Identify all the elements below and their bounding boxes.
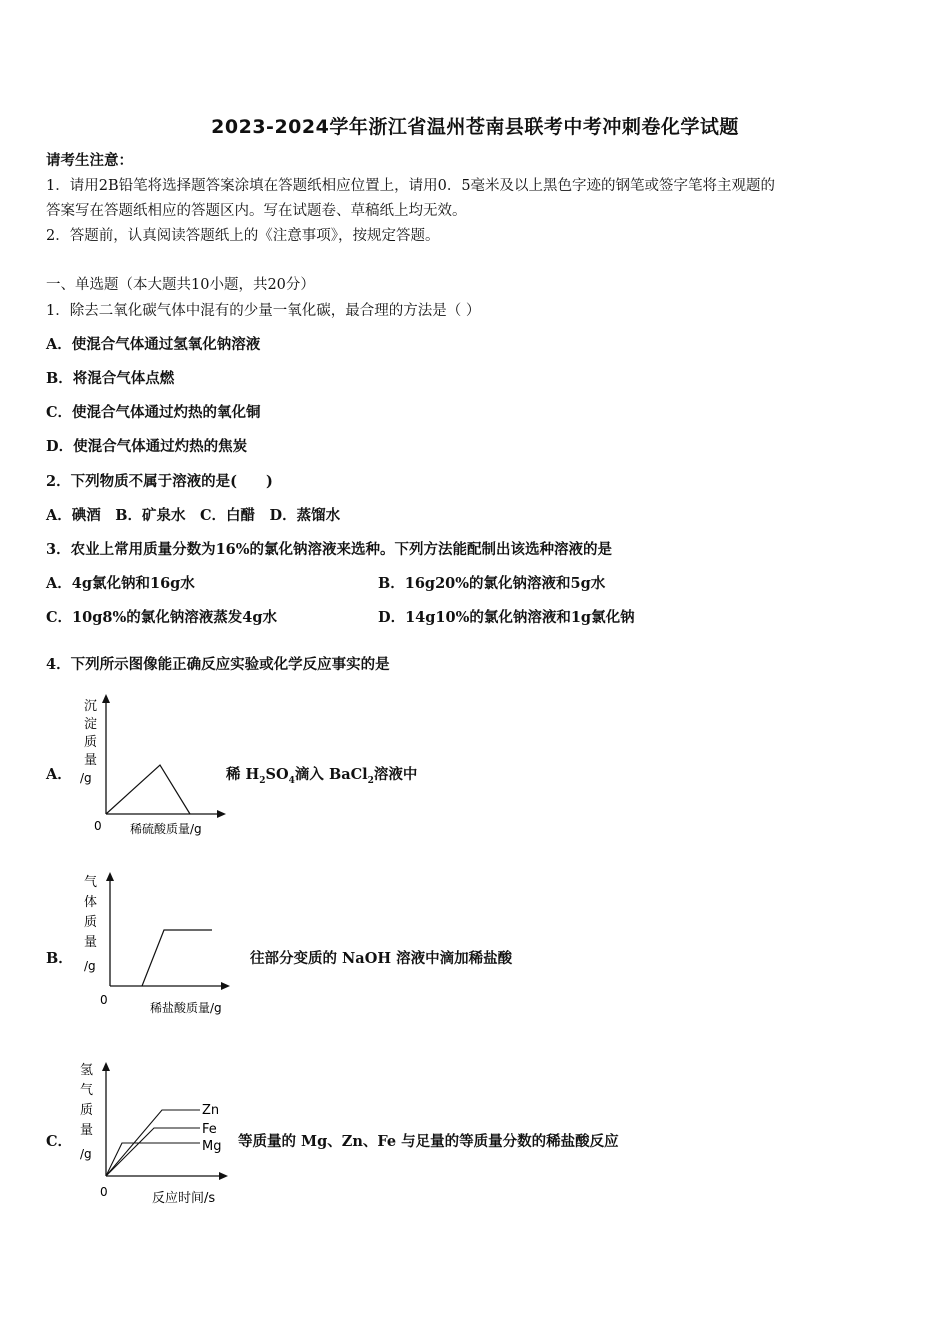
graph-c-ylabel-3: 质	[80, 1103, 94, 1118]
graph-b-ylabel-1: 气	[84, 875, 98, 890]
graph-a-curve	[106, 765, 190, 814]
q1-option-c: C．使混合气体通过灼热的氧化铜	[46, 404, 261, 421]
q3-option-d: D．14g10%的氯化钠溶液和1g氯化钠	[378, 609, 635, 626]
q1-option-b: B．将混合气体点燃	[46, 370, 175, 387]
graph-a-ylabel-2: 淀	[84, 717, 98, 732]
graph-c-x-arrow	[219, 1172, 228, 1180]
desc-a-part4: 溶液中	[373, 766, 418, 783]
desc-a-sub3: 2	[367, 775, 374, 786]
graph-a-y-arrow	[102, 694, 110, 703]
q3-stem: 3．农业上常用质量分数为16%的氯化钠溶液来选种。下列方法能配制出该选种溶液的是	[46, 541, 613, 558]
desc-a-part3: 滴入 BaCl	[294, 766, 368, 783]
graph-c-xlabel: 反应时间/s	[152, 1191, 216, 1206]
graph-c-y-arrow	[102, 1062, 110, 1071]
graph-a-xlabel: 稀硫酸质量/g	[130, 822, 202, 836]
q1-option-a: A．使混合气体通过氢氧化钠溶液	[46, 336, 261, 353]
desc-a-part1: 稀 H	[226, 766, 260, 783]
graph-c-ylabel-2: 气	[80, 1083, 94, 1098]
graph-c-label-fe: Fe	[202, 1122, 217, 1137]
q3-option-a: A．4g氯化钠和16g水	[46, 575, 195, 592]
notice-item-1a: 1．请用2B铅笔将选择题答案涂填在答题纸相应位置上，请用0．5毫米及以上黑色字迹的钢笔或签字笔将主观题的	[46, 178, 776, 194]
q4-option-c-desc: 等质量的 Mg、Zn、Fe 与足量的等质量分数的稀盐酸反应	[238, 1133, 619, 1150]
graph-a-x-arrow	[217, 810, 226, 818]
graph-a-ylabel-5: /g	[80, 771, 92, 785]
q4-stem: 4．下列所示图像能正确反应实验或化学反应事实的是	[46, 656, 390, 673]
notice-item-1b: 答案写在答题纸相应的答题区内。写在试题卷、草稿纸上均无效。	[46, 203, 467, 219]
notice-heading: 请考生注意：	[46, 152, 133, 169]
q2-stem: 2．下列物质不属于溶液的是( )	[46, 473, 273, 490]
q1-stem: 1．除去二氧化碳气体中混有的少量一氧化碳，最合理的方法是（ ）	[46, 303, 481, 319]
graph-c-ylabel-4: 量	[80, 1123, 94, 1138]
desc-a-sub2: 4	[288, 775, 295, 786]
graph-c-ylabel-1: 氢	[80, 1063, 94, 1078]
graph-c-ylabel-5: /g	[80, 1147, 92, 1161]
q3-option-b: B．16g20%的氯化钠溶液和5g水	[378, 575, 606, 592]
graph-c-label-mg: Mg	[202, 1139, 222, 1154]
page-title: 2023-2024学年浙江省温州苍南县联考中考冲刺卷化学试题	[211, 116, 739, 138]
graph-b-ylabel-2: 体	[84, 895, 98, 910]
graph-a-ylabel-3: 质	[84, 735, 98, 750]
notice-item-2: 2．答题前，认真阅读答题纸上的《注意事项》，按规定答题。	[46, 228, 440, 244]
q4-option-a-letter: A．	[46, 766, 72, 783]
q4-option-a-desc	[226, 763, 417, 786]
graph-a-ylabel-4: 量	[84, 753, 98, 768]
desc-a-sub1: 2	[259, 775, 266, 786]
graph-a-origin: 0	[94, 819, 102, 833]
q4-option-c-letter: C．	[46, 1133, 73, 1150]
q2-options: A．碘酒 B．矿泉水 C．白醋 D．蒸馏水	[46, 507, 341, 524]
q3-option-c: C．10g8%的氯化钠溶液蒸发4g水	[46, 609, 277, 626]
graph-c-origin: 0	[100, 1185, 108, 1199]
graph-b-ylabel-3: 质	[84, 915, 98, 930]
desc-a-part2: SO	[265, 766, 289, 783]
q4-option-b-letter: B．	[46, 950, 73, 967]
graph-b-ylabel-4: 量	[84, 935, 98, 950]
graph-b-ylabel-5: /g	[84, 959, 96, 973]
graph-a-ylabel-1: 沉	[84, 699, 98, 714]
graph-b-x-arrow	[221, 982, 230, 990]
graph-c-line-fe	[106, 1128, 200, 1176]
q4-graph-b	[76, 866, 251, 1018]
q4-option-b-desc: 往部分变质的 NaOH 溶液中滴加稀盐酸	[250, 950, 513, 967]
graph-c-label-zn: Zn	[202, 1103, 220, 1118]
graph-b-xlabel: 稀盐酸质量/g	[150, 1001, 222, 1015]
q4-graph-a	[72, 690, 232, 840]
graph-b-y-arrow	[106, 872, 114, 881]
section-heading: 一、单选题（本大题共10小题，共20分）	[46, 277, 315, 293]
q4-graph-c	[74, 1054, 244, 1210]
q1-option-d: D．使混合气体通过灼热的焦炭	[46, 438, 248, 455]
graph-b-curve	[142, 930, 212, 986]
graph-b-origin: 0	[100, 993, 108, 1007]
